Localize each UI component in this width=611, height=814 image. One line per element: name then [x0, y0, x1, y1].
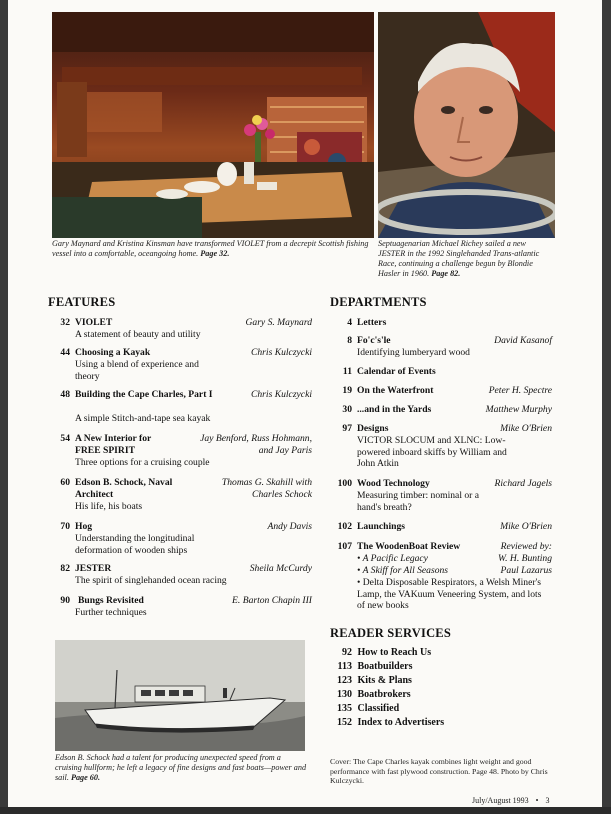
department-desc: Measuring timber: nominal or a hand's breath?	[357, 490, 480, 513]
feature-title: A New Interior for FREE SPIRIT	[75, 433, 152, 456]
reader-service-page: 152	[337, 717, 352, 728]
reader-service-title: How to Reach Us	[357, 647, 432, 658]
department-page: 4	[347, 317, 352, 328]
department-page: 19	[342, 385, 352, 396]
feature-title: Choosing a Kayak	[75, 347, 151, 358]
department-title: ...and in the Yards	[357, 404, 432, 415]
reader-service-title: Boatbuilders	[357, 661, 413, 672]
department-author: David Kasanof	[494, 335, 552, 346]
features-heading: FEATURES	[48, 295, 116, 309]
feature-author: Thomas G. Skahill with Charles Schock	[221, 477, 312, 500]
reader-service-title: Kits & Plans	[357, 675, 412, 686]
interior-photo	[52, 12, 374, 238]
feature-page: 48	[60, 389, 70, 400]
department-title: Fo'c's'le	[357, 335, 391, 346]
reader-service-page: 92	[342, 647, 352, 658]
feature-title: Building the Cape Charles, Part I	[75, 389, 213, 400]
feature-desc: Understanding the longitudinal deformation of wooden ships	[75, 533, 195, 556]
department-page: 30	[342, 404, 352, 415]
feature-desc: A simple Stitch-and-tape sea kayak	[75, 413, 211, 424]
reader-service-item[interactable]	[330, 675, 412, 686]
review-title: • A Pacific Legacy	[357, 553, 428, 564]
department-author: Peter H. Spectre	[488, 385, 552, 396]
department-author: Matthew Murphy	[485, 404, 552, 415]
reader-service-title: Boatbrokers	[357, 689, 411, 700]
departments-heading: DEPARTMENTS	[330, 295, 427, 309]
department-title: Wood Technology	[357, 478, 430, 489]
boat-caption: Edson B. Schock had a talent for producing unexpected speed from a cruising hullform; he left a legacy of fine designs and fast boats—power and sail. Page 60.	[55, 753, 307, 782]
department-desc: VICTOR SLOCUM and XLNC: Low-powered inboard skiffs by William and John Atkin	[357, 435, 507, 469]
feature-title: VIOLET	[75, 317, 113, 328]
feature-author: Chris Kulczycki	[250, 389, 312, 400]
department-author: Mike O'Brien	[500, 423, 552, 434]
feature-author: Chris Kulczycki	[250, 347, 312, 358]
department-page: 11	[342, 366, 352, 377]
richey-caption: Septuagenarian Michael Richey sailed a new JESTER in the 1992 Singlehanded Trans-atlantic Race, continuing a challenge begun by Blondie Hasler in 1960. Page 82.	[378, 239, 540, 278]
department-title: Launchings	[357, 521, 405, 532]
feature-desc: A statement of beauty and utility	[75, 329, 201, 340]
reader-service-item[interactable]	[330, 703, 399, 714]
feature-page: 32	[60, 317, 70, 328]
department-page: 8	[347, 335, 352, 346]
page-number: 3	[545, 796, 550, 805]
reader-services-heading: READER SERVICES	[330, 626, 451, 640]
review-title: • A Skiff for All Seasons	[357, 565, 449, 576]
reader-service-item[interactable]	[330, 647, 431, 658]
feature-title: JESTER	[75, 563, 112, 574]
interior-caption: Gary Maynard and Kristina Kinsman have transformed VIOLET from a decrepit Scottish fishing vessel into a comfortable, oceangoing home. Page 32.	[52, 239, 369, 258]
feature-desc: The spirit of singlehanded ocean racing	[75, 575, 227, 586]
reader-service-item[interactable]	[330, 689, 411, 700]
department-title: Designs	[357, 423, 389, 434]
feature-desc: Using a blend of experience and theory	[75, 359, 199, 382]
feature-desc: His life, his boats	[75, 501, 143, 512]
feature-author: Jay Benford, Russ Hohmann, and Jay Paris	[200, 433, 312, 456]
reader-service-page: 113	[337, 661, 352, 672]
feature-author: Andy Davis	[267, 521, 312, 532]
review-reviewer: Paul Lazarus	[500, 565, 552, 576]
schock-boat-photo	[55, 640, 305, 751]
department-page: 100	[337, 478, 352, 489]
department-author: Mike O'Brien	[500, 521, 552, 532]
reader-service-page: 135	[337, 703, 352, 714]
feature-page: 54	[60, 433, 70, 444]
department-page: 102	[337, 521, 352, 532]
review-reviewer: W. H. Bunting	[497, 553, 552, 564]
feature-desc: Further techniques	[75, 607, 147, 618]
feature-page: 82	[60, 563, 70, 574]
feature-page: 60	[60, 477, 70, 488]
department-title: Letters	[357, 317, 387, 328]
reader-service-page: 130	[337, 689, 352, 700]
magazine-page	[8, 0, 602, 807]
reader-service-page: 123	[337, 675, 352, 686]
feature-author: Sheila McCurdy	[249, 563, 312, 574]
reader-service-title: Index to Advertisers	[357, 717, 445, 728]
department-author: Reviewed by:	[500, 541, 552, 552]
feature-title: Hog	[75, 521, 93, 532]
richey-portrait-photo	[378, 12, 555, 238]
feature-desc: Three options for a cruising couple	[75, 457, 210, 468]
department-title: The WoodenBoat Review	[357, 541, 461, 552]
feature-page: 70	[60, 521, 70, 532]
department-title: Calendar of Events	[357, 366, 436, 377]
cover-note: Cover: The Cape Charles kayak combines light weight and good performance with fast plywood construction. Page 48. Photo by Chris Kulczycki.	[330, 757, 548, 785]
page-footer	[472, 796, 549, 805]
reader-service-item[interactable]	[330, 717, 444, 728]
department-desc: Identifying lumberyard wood	[357, 347, 470, 358]
viewer-bottom-edge	[0, 807, 611, 814]
feature-author: E. Barton Chapin III	[232, 595, 312, 606]
issue-date: July/August 1993	[472, 796, 529, 805]
department-author: Richard Jagels	[494, 478, 552, 489]
department-title: On the Waterfront	[357, 385, 434, 396]
department-page: 107	[337, 541, 352, 552]
feature-page: 90	[60, 595, 70, 606]
feature-page: 44	[60, 347, 70, 358]
reader-service-title: Classified	[357, 703, 400, 714]
department-page: 97	[342, 423, 352, 434]
feature-title: Edson B. Schock, Naval Architect	[75, 477, 173, 500]
feature-title: Bungs Revisited	[78, 595, 144, 606]
reader-service-item[interactable]	[330, 661, 413, 672]
footer-bullet: •	[535, 796, 539, 805]
feature-author: Gary S. Maynard	[245, 317, 312, 328]
review-title: • Delta Disposable Respirators, a Welsh Miner's Lamp, the VAKuum Veneering System, and lots of new books	[357, 577, 542, 611]
